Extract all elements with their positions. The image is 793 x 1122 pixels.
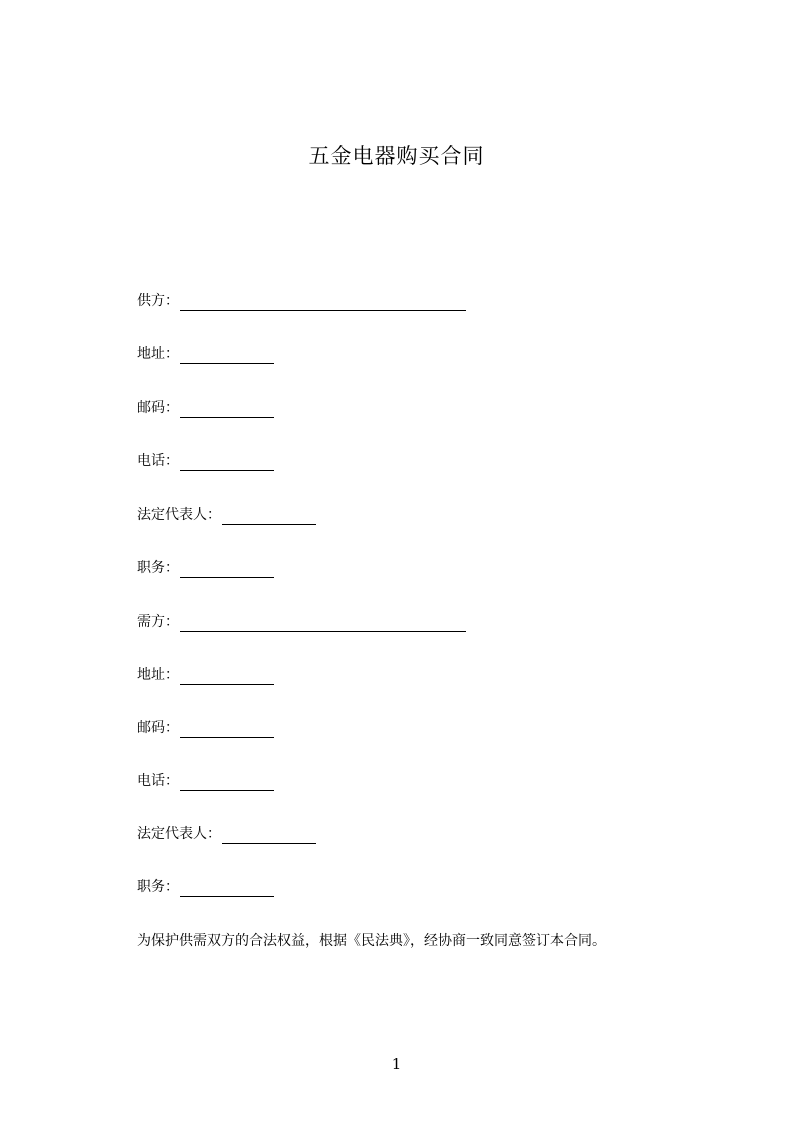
supplier-postcode-blank xyxy=(180,402,274,418)
supplier-legal-rep-label: 法定代表人： xyxy=(137,507,221,523)
supplier-address-field xyxy=(137,344,274,364)
page-number: 1 xyxy=(391,1055,402,1073)
supplier-party-field xyxy=(137,291,466,311)
buyer-legal-rep-field xyxy=(137,824,316,844)
buyer-address-label: 地址： xyxy=(137,667,179,683)
supplier-legal-rep-field xyxy=(137,505,316,525)
buyer-phone-blank xyxy=(180,775,274,791)
document-title: 五金电器购买合同 xyxy=(308,144,485,168)
buyer-phone-field xyxy=(137,771,274,791)
supplier-address-blank xyxy=(180,348,274,364)
buyer-party-blank xyxy=(180,616,466,632)
supplier-phone-blank xyxy=(180,455,274,471)
buyer-postcode-label: 邮码： xyxy=(137,720,179,736)
supplier-address-label: 地址： xyxy=(137,346,179,362)
buyer-postcode-field xyxy=(137,718,274,738)
buyer-address-field xyxy=(137,665,274,685)
buyer-position-field xyxy=(137,877,274,897)
buyer-phone-label: 电话： xyxy=(137,773,179,789)
buyer-legal-rep-label: 法定代表人： xyxy=(137,826,221,842)
buyer-position-label: 职务： xyxy=(137,879,179,895)
buyer-position-blank xyxy=(180,881,274,897)
supplier-party-blank xyxy=(180,295,466,311)
supplier-party-label: 供方： xyxy=(137,293,179,309)
supplier-position-label: 职务： xyxy=(137,560,179,576)
supplier-phone-label: 电话： xyxy=(137,453,179,469)
buyer-legal-rep-blank xyxy=(222,828,316,844)
buyer-party-label: 需方： xyxy=(137,614,179,630)
buyer-postcode-blank xyxy=(180,722,274,738)
supplier-postcode-label: 邮码： xyxy=(137,400,179,416)
supplier-phone-field xyxy=(137,451,274,471)
buyer-party-field xyxy=(137,612,466,632)
supplier-position-blank xyxy=(180,562,274,578)
buyer-address-blank xyxy=(180,669,274,685)
supplier-position-field xyxy=(137,558,274,578)
contract-intro-paragraph: 为保护供需双方的合法权益，根据《民法典》，经协商一致同意签订本合同。 xyxy=(137,933,606,949)
supplier-legal-rep-blank xyxy=(222,509,316,525)
supplier-postcode-field xyxy=(137,398,274,418)
